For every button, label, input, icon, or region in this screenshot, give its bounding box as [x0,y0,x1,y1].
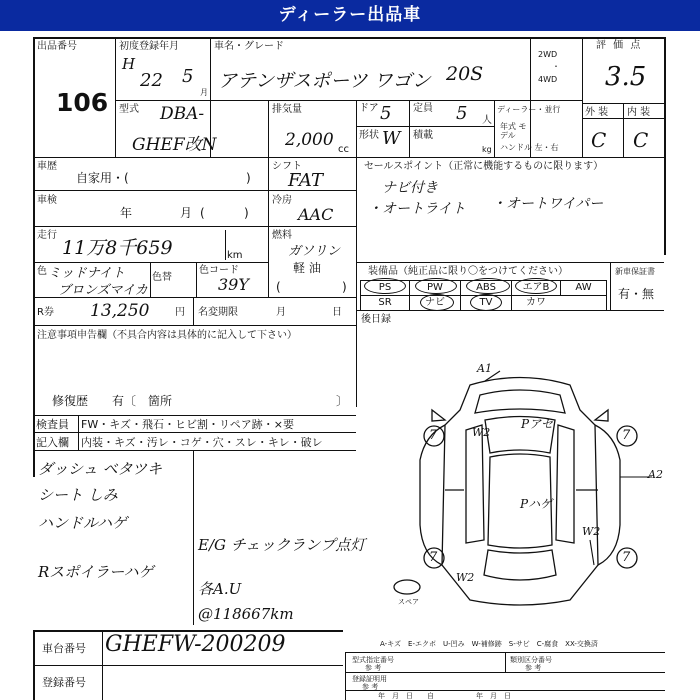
doors-value: 5 [380,103,392,124]
shift-value: FAT [288,170,323,191]
check-row2-label: 記入欄 [36,436,69,449]
repair-label: 修復歴 有〔 [52,394,137,408]
reg-number-label: 登録番号 [42,676,86,689]
mileage-value: 11万8千659 [62,237,173,259]
registration-month-unit: 月 [200,88,208,97]
remark-spoiler: Rスポイラーハゲ [38,563,154,581]
fuel-paren-close: ) [342,280,347,294]
color-value-1: ミッドナイト [48,266,125,281]
color-code: 39Y [218,275,249,294]
equip-aw: AW [575,282,592,293]
ext-label: 外 装 [585,107,609,118]
circle-pw [415,278,457,294]
type-code2: GHEF改N [132,135,217,155]
recycle-unit: 円 [175,307,185,318]
damage-legend: A-キズ E-エクボ U-凹み W-補修跡 S-サビ C-腐食 XX-交換済 [380,640,598,648]
remark-dash: ダッシュ ベタツキ [38,460,163,478]
circle-navi [420,294,454,311]
equip-leather: カワ [526,297,546,308]
equip-navi: ナビ [425,297,445,308]
new-car-has-none: 有・無 [618,287,655,301]
reg-proof-sub: 参 考 [362,683,379,691]
drive-2wd: 2WD [538,50,558,59]
frame-right [664,37,666,255]
equip-airbag: エアB [522,282,550,293]
int-grade: C [633,128,649,152]
drive-dot: ・ [552,62,560,71]
drive-4wd: 4WD [538,75,558,84]
check-row1: FW・キズ・飛石・ヒビ割・リペア跡・×要 [81,418,294,431]
evaluation-score: 3.5 [605,62,647,92]
shift-label: シフト [272,161,302,172]
equip-tv: TV [479,297,493,308]
model-label: 車名・グレード [214,41,284,52]
mileage-label: 走行 [37,230,57,241]
evaluation-label: 評 価 点 [596,40,643,51]
diagram-a2: A2 [648,468,663,481]
color-value-2: ブロンズマイカ [58,283,148,298]
repair-close-label: 箇所 [148,394,173,408]
capacity-unit: 人 [482,115,492,126]
ext-grade: C [591,128,607,152]
sales-item-3: ・オートワイパー [492,196,604,212]
remark-au: 各A.U [198,580,242,598]
diagram-a1: A1 [477,362,492,375]
recycle-value: 13,250 [90,301,150,321]
tire-front-right: 7 [622,428,631,443]
color-label: 色 [37,266,47,277]
doors-label: ドア [359,103,379,114]
circle-abs [466,278,510,294]
frame-top [33,37,665,39]
diagram-p-mid: Pハゲ [520,497,553,511]
remark-odo: @118667km [198,605,294,623]
equipment-label: 装備品（純正品に限り〇をつけてください） [368,266,568,277]
equip-ps: PS [378,282,392,293]
name-change-label: 名変期限 [198,307,238,318]
check-row1-label: 検査員 [36,418,69,431]
history-label: 車歴 [37,161,57,172]
fuel-gas: ガソリン [288,244,341,259]
remark-handle: ハンドルハゲ [38,514,127,532]
type-label: 型式 [119,104,139,115]
capacity-label: 定員 [413,103,433,114]
color-change-label: 色替 [152,272,172,283]
history-close: ) [246,171,251,185]
sales-item-2: ・オートライト [368,201,466,217]
category-sub: 参 考 [525,664,542,672]
inspection-paren-open: ( [200,206,205,220]
tire-rear-right: 7 [622,550,631,565]
car-diagram [370,365,670,615]
fuel-label: 燃料 [272,230,292,241]
rear-seat-label: 後日録 [361,314,391,325]
color-code-label: 色コード [199,265,239,276]
reg-proof-label: 登録証明用 [352,675,387,683]
displacement-unit: cc [338,144,349,155]
diagram-w2-left: W2 [472,426,491,439]
diagram-w2-bottom: W2 [456,571,475,584]
diagram-w2-right: W2 [582,525,601,538]
circle-tv [470,294,502,311]
name-change-day: 日 [332,307,342,318]
sales-item-1: ナビ付き [382,180,438,196]
model-grade: 20S [446,63,484,85]
registration-era: H [122,55,136,73]
circle-ps [364,278,406,294]
inspection-label: 車検 [37,195,57,206]
designation-label: 型式指定番号 [352,656,394,664]
check-row2: 内装・キズ・汚レ・コゲ・穴・スレ・キレ・破レ [81,436,323,449]
form-value: W [382,128,401,149]
cooler-label: 冷房 [272,195,292,206]
inspection-paren-close: ) [244,206,249,220]
diagram-p-top: Pアセ [521,417,553,431]
equip-sr: SR [378,297,392,308]
name-change-month: 月 [276,307,286,318]
cooler-value: AAC [298,205,334,224]
registration-year: 22 [140,70,163,91]
designation-sub: 参 考 [365,664,382,672]
remark-seat: シート しみ [38,486,118,504]
sales-label: セールスポイント（正常に機能するものに限ります） [364,161,604,172]
displacement-label: 排気量 [272,104,302,115]
lot-number: 106 [56,88,109,117]
recycle-label: R券 [37,307,54,318]
chassis-label: 車台番号 [42,642,86,655]
load-unit: kg [482,145,492,154]
dealer-label: ディーラー・並行 [497,105,561,114]
handle-label: ハンドル 左・右 [500,143,559,152]
bottom-date-row: 年 月 日 自 年 月 日 [378,692,511,700]
fuel-oil: 軽 油 [293,261,321,275]
load-label: 積載 [413,130,433,141]
inspection-month: 月 [180,206,193,220]
category-label: 類別区分番号 [510,656,552,664]
notes-label: 注意事項申告欄（不具合内容は具体的に記入して下さい） [37,330,297,341]
year-model-label: 年式 モデル [500,122,527,140]
mileage-unit: km [227,250,243,261]
equip-abs: ABS [476,282,496,293]
history-value: 自家用・( [76,171,129,185]
inspection-year: 年 [120,206,133,220]
frame-left [33,37,35,477]
repair-end: 〕 [336,394,349,408]
new-car-label: 新車保証書 [615,267,655,276]
registration-month: 5 [182,66,194,87]
fuel-paren-open: ( [276,280,281,294]
displacement-value: 2,000 [285,130,334,150]
form-label: 形状 [359,130,379,141]
type-code1: DBA- [160,104,205,124]
remark-eg: E/G チェックランプ点灯 [198,536,366,554]
capacity-value: 5 [456,103,468,124]
page-header: ディーラー出品車 [0,0,700,31]
tire-rear-left: 7 [429,550,438,565]
chassis-value: GHEFW-200209 [105,632,286,657]
registration-label: 初度登録年月 [119,41,179,52]
circle-airbag [515,278,557,294]
equip-pw: PW [427,282,443,293]
model-name: アテンザスポーツ ワゴン [218,70,431,92]
int-label: 内 装 [627,107,651,118]
diagram-spare: スペア [398,598,419,606]
tire-front-left: 7 [429,428,438,443]
lot-label: 出品番号 [37,41,77,52]
